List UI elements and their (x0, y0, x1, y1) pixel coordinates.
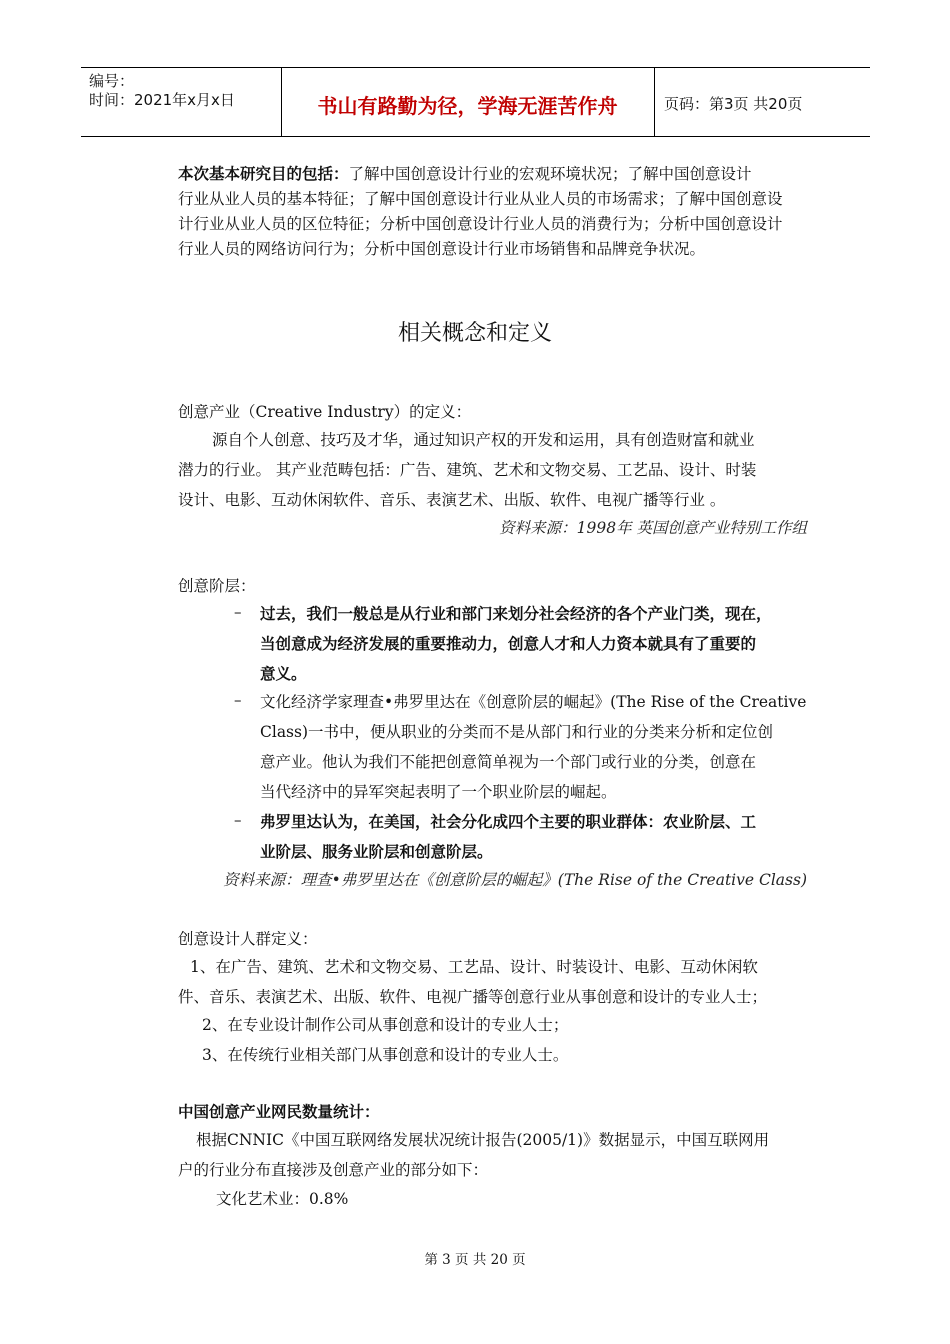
bullet-line: 意义。 (260, 664, 307, 683)
bullet-line: 过去，我们一般总是从行业和部门来划分社会经济的各个产业门类，现在， (260, 604, 772, 623)
header-number-label: 编号： (89, 72, 135, 90)
creative-class-source: 资料来源：理查•弗罗里达在《创意阶层的崛起》(The Rise of the Creative Class) (223, 871, 807, 889)
designer-definition-line: 1、在广告、建筑、艺术和文物交易、工艺品、设计、时装设计、电影、互动休闲软 (190, 958, 758, 976)
header-divider (654, 68, 655, 136)
bullet-line: 弗罗里达认为，在美国，社会分化成四个主要的职业群体：农业阶层、工 (260, 812, 757, 831)
designer-definition-heading: 创意设计人群定义： (178, 930, 318, 948)
bullet-line: 文化经济学家理查•弗罗里达在《创意阶层的崛起》(The Rise of the Creative (260, 693, 807, 711)
bullet-dash: – (234, 691, 242, 709)
bullet-dash: – (234, 811, 242, 829)
page-footer: 第 3 页 共 20 页 (424, 1252, 526, 1268)
intro-lead: 本次基本研究目的包括： (178, 164, 349, 183)
intro-line: 行业人员的网络访问行为；分析中国创意设计行业市场销售和品牌竞争状况。 (178, 240, 706, 258)
bullet-line: 业阶层、服务业阶层和创意阶层。 (260, 842, 493, 861)
creative-industry-source: 资料来源：1998年 英国创意产业特别工作组 (499, 519, 807, 537)
intro-line: 行业从业人员的基本特征；了解中国创意设计行业从业人员的市场需求；了解中国创意设 (178, 190, 783, 208)
bullet-line: 当创意成为经济发展的重要推动力，创意人才和人力资本就具有了重要的 (260, 634, 757, 653)
bullet-line: 意产业。他认为我们不能把创意简单视为一个部门或行业的分类，创意在 (260, 753, 757, 771)
header-motto: 书山有路勤为径，学海无涯苦作舟 (317, 94, 618, 118)
header-page-info: 页码：第3页 共20页 (664, 95, 803, 113)
section-title: 相关概念和定义 (397, 321, 552, 346)
intro-line (178, 162, 752, 184)
header-date-label: 时间：2021年x月x日 (89, 91, 235, 109)
netizen-stats-heading: 中国创意产业网民数量统计： (178, 1102, 380, 1121)
bullet-line: Class)一书中，便从职业的分类而不是从部门和行业的分类来分析和定位创 (260, 723, 774, 741)
designer-definition-line: 件、音乐、表演艺术、出版、软件、电视广播等创意行业从事创意和设计的专业人士； (178, 988, 768, 1006)
header-meta (89, 72, 235, 110)
creative-industry-line: 设计、电影、互动休闲软件、音乐、表演艺术、出版、软件、电视广播等行业 。 (178, 491, 726, 509)
intro-line: 计行业从业人员的区位特征；分析中国创意设计行业人员的消费行为；分析中国创意设计 (178, 215, 783, 233)
creative-industry-heading: 创意产业（Creative Industry）的定义： (178, 403, 472, 421)
intro-text: 了解中国创意设计行业的宏观环境状况；了解中国创意设计 (348, 165, 752, 183)
designer-definition-line: 2、在专业设计制作公司从事创意和设计的专业人士； (202, 1016, 569, 1034)
creative-class-heading: 创意阶层： (178, 577, 256, 595)
bullet-dash: – (234, 603, 242, 621)
document-header (81, 67, 870, 137)
creative-industry-line: 潜力的行业。 其产业范畴包括：广告、建筑、艺术和文物交易、工艺品、设计、时装 (178, 461, 757, 479)
netizen-stats-line: 根据CNNIC《中国互联网络发展状况统计报告(2005/1)》数据显示，中国互联网用 (196, 1131, 770, 1149)
netizen-stats-line: 户的行业分布直接涉及创意产业的部分如下： (178, 1161, 489, 1179)
netizen-stats-item: 文化艺术业：0.8% (216, 1190, 349, 1208)
bullet-line: 当代经济中的异军突起表明了一个职业阶层的崛起。 (260, 783, 617, 801)
creative-industry-line: 源自个人创意、技巧及才华，通过知识产权的开发和运用，具有创造财富和就业 (212, 431, 755, 449)
designer-definition-line: 3、在传统行业相关部门从事创意和设计的专业人士。 (202, 1046, 569, 1064)
